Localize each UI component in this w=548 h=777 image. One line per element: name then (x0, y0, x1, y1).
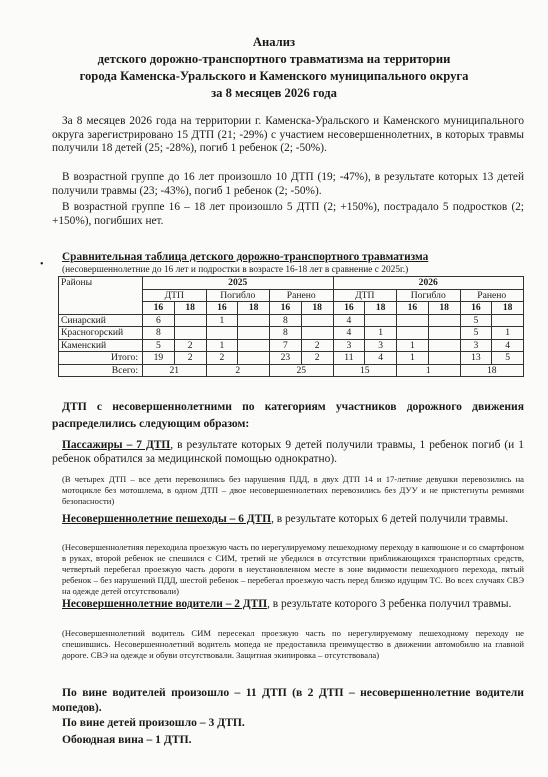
doc-title-line2: детского дорожно-транспортного травматизма на территории (97, 52, 451, 66)
table-cell (492, 314, 524, 327)
table-cell (428, 352, 460, 365)
table-cell (428, 314, 460, 327)
passengers-title: Пассажиры – 7 ДТП (62, 439, 171, 451)
group-header: Погибло (397, 289, 461, 302)
pedestrians-text: , в результате которых 6 детей получили травмы. (271, 513, 509, 525)
table-subtitle: (несовершеннолетние до 16 лет и подростки в возрасте 16-18 лет в сравнение с 2025г.) (62, 265, 409, 275)
table-cell (397, 327, 429, 340)
group-header: Ранено (460, 289, 524, 302)
drivers-note: (Несовершеннолетний водитель СИМ пересекал проезжую часть по нерегулируемому пешеходному переходу не спешившись. Несовершеннолетний водитель мопеда не предоставила преимущество в движении автомобилю на главной дороге. СВЭ на одежде и обуви отсутствовали. Защитная экипировка – отсутствовала) (62, 628, 524, 660)
table-cell (428, 339, 460, 352)
age-header: 16 (143, 302, 175, 315)
passengers-note: (В четырех ДТП – все дети перевозились без нарушения ПДД, в двух ДТП 14 и 17-летние девушки перевозились на мотоцикле без мотошлема, в одном ДТП – двое несовершеннолетних перевозились без ДУУ и не пристегнуты ремнями безопасности) (62, 474, 524, 506)
group-header: Погибло (206, 289, 270, 302)
table-row (59, 364, 524, 377)
grand-total-cell: 2 (206, 364, 270, 377)
table-row (59, 277, 524, 290)
table-cell: 3 (333, 339, 365, 352)
table-cell: 2 (301, 339, 333, 352)
table-cell: 8 (270, 314, 302, 327)
table-cell (428, 327, 460, 340)
table-cell: 5 (460, 314, 492, 327)
doc-title-line4: за 8 месяцев 2026 года (211, 86, 337, 100)
grand-total-cell: 15 (333, 364, 397, 377)
table-cell (301, 327, 333, 340)
age-header: 18 (301, 302, 333, 315)
drivers-paragraph (52, 598, 524, 612)
fault-drivers: По вине водителей произошло – 11 ДТП (в 2 ДТП – несовершеннолетние водители мопедов). (52, 686, 524, 714)
age-header: 16 (397, 302, 429, 315)
table-cell: 2 (301, 352, 333, 365)
intro-paragraph-1: За 8 месяцев 2026 года на территории г. Каменска-Уральского и Каменского муниципального округа зарегистрировано 15 ДТП (21; -29%) с участием несовершеннолетних, в которых травмы получили 18 детей (25; -28%), погиб 1 ребенок (2; -50%). (52, 115, 524, 155)
table-bullet: • (40, 259, 44, 270)
table-row (59, 314, 524, 327)
group-header: Ранено (270, 289, 334, 302)
grand-total-cell: 21 (143, 364, 207, 377)
age-header: 16 (460, 302, 492, 315)
passengers-paragraph (52, 439, 524, 466)
table-cell: 4 (333, 314, 365, 327)
table-cell (238, 352, 270, 365)
table-cell: 3 (460, 339, 492, 352)
table-cell: 2 (206, 352, 238, 365)
table-cell: 5 (143, 339, 175, 352)
table-title: Сравнительная таблица детского дорожно-транспортного травматизма (62, 251, 429, 263)
table-cell (174, 327, 206, 340)
statistics-table (58, 276, 524, 377)
table-cell: 1 (397, 339, 429, 352)
year-header: 2026 (333, 277, 524, 290)
table-row (59, 327, 524, 340)
table-cell (206, 327, 238, 340)
table-cell: 2 (174, 352, 206, 365)
pedestrians-title: Несовершеннолетние пешеходы – 6 ДТП (62, 513, 272, 525)
age-header: 18 (365, 302, 397, 315)
table-cell (238, 314, 270, 327)
table-cell (238, 327, 270, 340)
grand-total-cell: 1 (397, 364, 461, 377)
doc-title-line3: города Каменска-Уральского и Каменского муниципального округа (79, 69, 469, 83)
age-header: 16 (333, 302, 365, 315)
table-cell (301, 314, 333, 327)
year-header: 2025 (143, 277, 334, 290)
fault-mutual: Обоюдная вина – 1 ДТП. (62, 733, 192, 746)
pedestrians-paragraph (52, 513, 524, 527)
table-cell: 4 (492, 339, 524, 352)
table-cell: 2 (174, 339, 206, 352)
group-header: ДТП (143, 289, 207, 302)
table-row (59, 339, 524, 352)
grand-total-cell: 25 (270, 364, 334, 377)
table-cell: 13 (460, 352, 492, 365)
age-header: 16 (270, 302, 302, 315)
intro-paragraph-2: В возрастной группе до 16 лет произошло 10 ДТП (19; -47%), в результате которых 13 детей получили травмы (23; -43%), погиб 1 ребенок (2; -50%). (52, 171, 524, 197)
pedestrians-note: (Несовершеннолетняя переходила проезжую часть по нерегулируемому пешеходному переходу в капюшоне и со смартфоном в руках, второй ребенок не спешился с СИМ, третий не убедился в отсутствии приближающихся транспортных средств, четвертый перебегал проезжую часть дороги в неустановленном месте в зоне видимости пешеходного перехода, пятый ребенок – без нарушений ПДД, шестой ребенок – перебегал проезжую часть перед близко идущим ТС. Во всех случаях СВЭ на одежде детей отсутствовали) (62, 542, 524, 596)
table-cell: 4 (333, 327, 365, 340)
grand-total-label: Всего: (59, 364, 143, 377)
district-name: Каменский (59, 339, 143, 352)
intro-paragraph-3: В возрастной группе 16 – 18 лет произошло 5 ДТП (2; +150%), пострадало 5 подростков (2; +150%), погибших нет. (52, 201, 524, 227)
age-header: 18 (492, 302, 524, 315)
fault-children: По вине детей произошло – 3 ДТП. (62, 716, 245, 729)
table-cell: 1 (365, 327, 397, 340)
table-cell: 8 (143, 327, 175, 340)
grand-total-cell: 18 (460, 364, 524, 377)
table-cell: 1 (397, 352, 429, 365)
district-name: Красногорский (59, 327, 143, 340)
group-header: ДТП (333, 289, 397, 302)
table-cell: 3 (365, 339, 397, 352)
table-cell: 1 (206, 314, 238, 327)
table-cell: 1 (492, 327, 524, 340)
table-cell: 4 (365, 352, 397, 365)
drivers-title: Несовершеннолетние водители – 2 ДТП (62, 598, 268, 610)
table-cell: 6 (143, 314, 175, 327)
table-cell: 8 (270, 327, 302, 340)
total-row-label: Итого: (59, 352, 143, 365)
table-cell: 5 (460, 327, 492, 340)
table-cell: 5 (492, 352, 524, 365)
table-header-district: Районы (59, 277, 143, 315)
table-cell (238, 339, 270, 352)
age-header: 18 (238, 302, 270, 315)
table-cell (397, 314, 429, 327)
age-header: 18 (174, 302, 206, 315)
table-cell (174, 314, 206, 327)
table-cell (365, 314, 397, 327)
passengers-text: , в результате которых 9 детей получили травмы, 1 ребенок погиб (и 1 ребенок обратился за медицинской помощью однократно). (52, 439, 524, 465)
table-cell: 7 (270, 339, 302, 352)
table-cell: 1 (206, 339, 238, 352)
categories-heading: ДТП с несовершеннолетними по категориям участников дорожного движения распределились следующим образом: (52, 400, 524, 430)
table-cell: 11 (333, 352, 365, 365)
age-header: 16 (206, 302, 238, 315)
table-row (59, 352, 524, 365)
doc-title-line1: Анализ (252, 35, 296, 49)
table-cell: 23 (270, 352, 302, 365)
age-header: 18 (428, 302, 460, 315)
table-cell: 19 (143, 352, 175, 365)
drivers-text: , в результате которого 3 ребенка получил травмы. (267, 598, 512, 610)
district-name: Синарский (59, 314, 143, 327)
